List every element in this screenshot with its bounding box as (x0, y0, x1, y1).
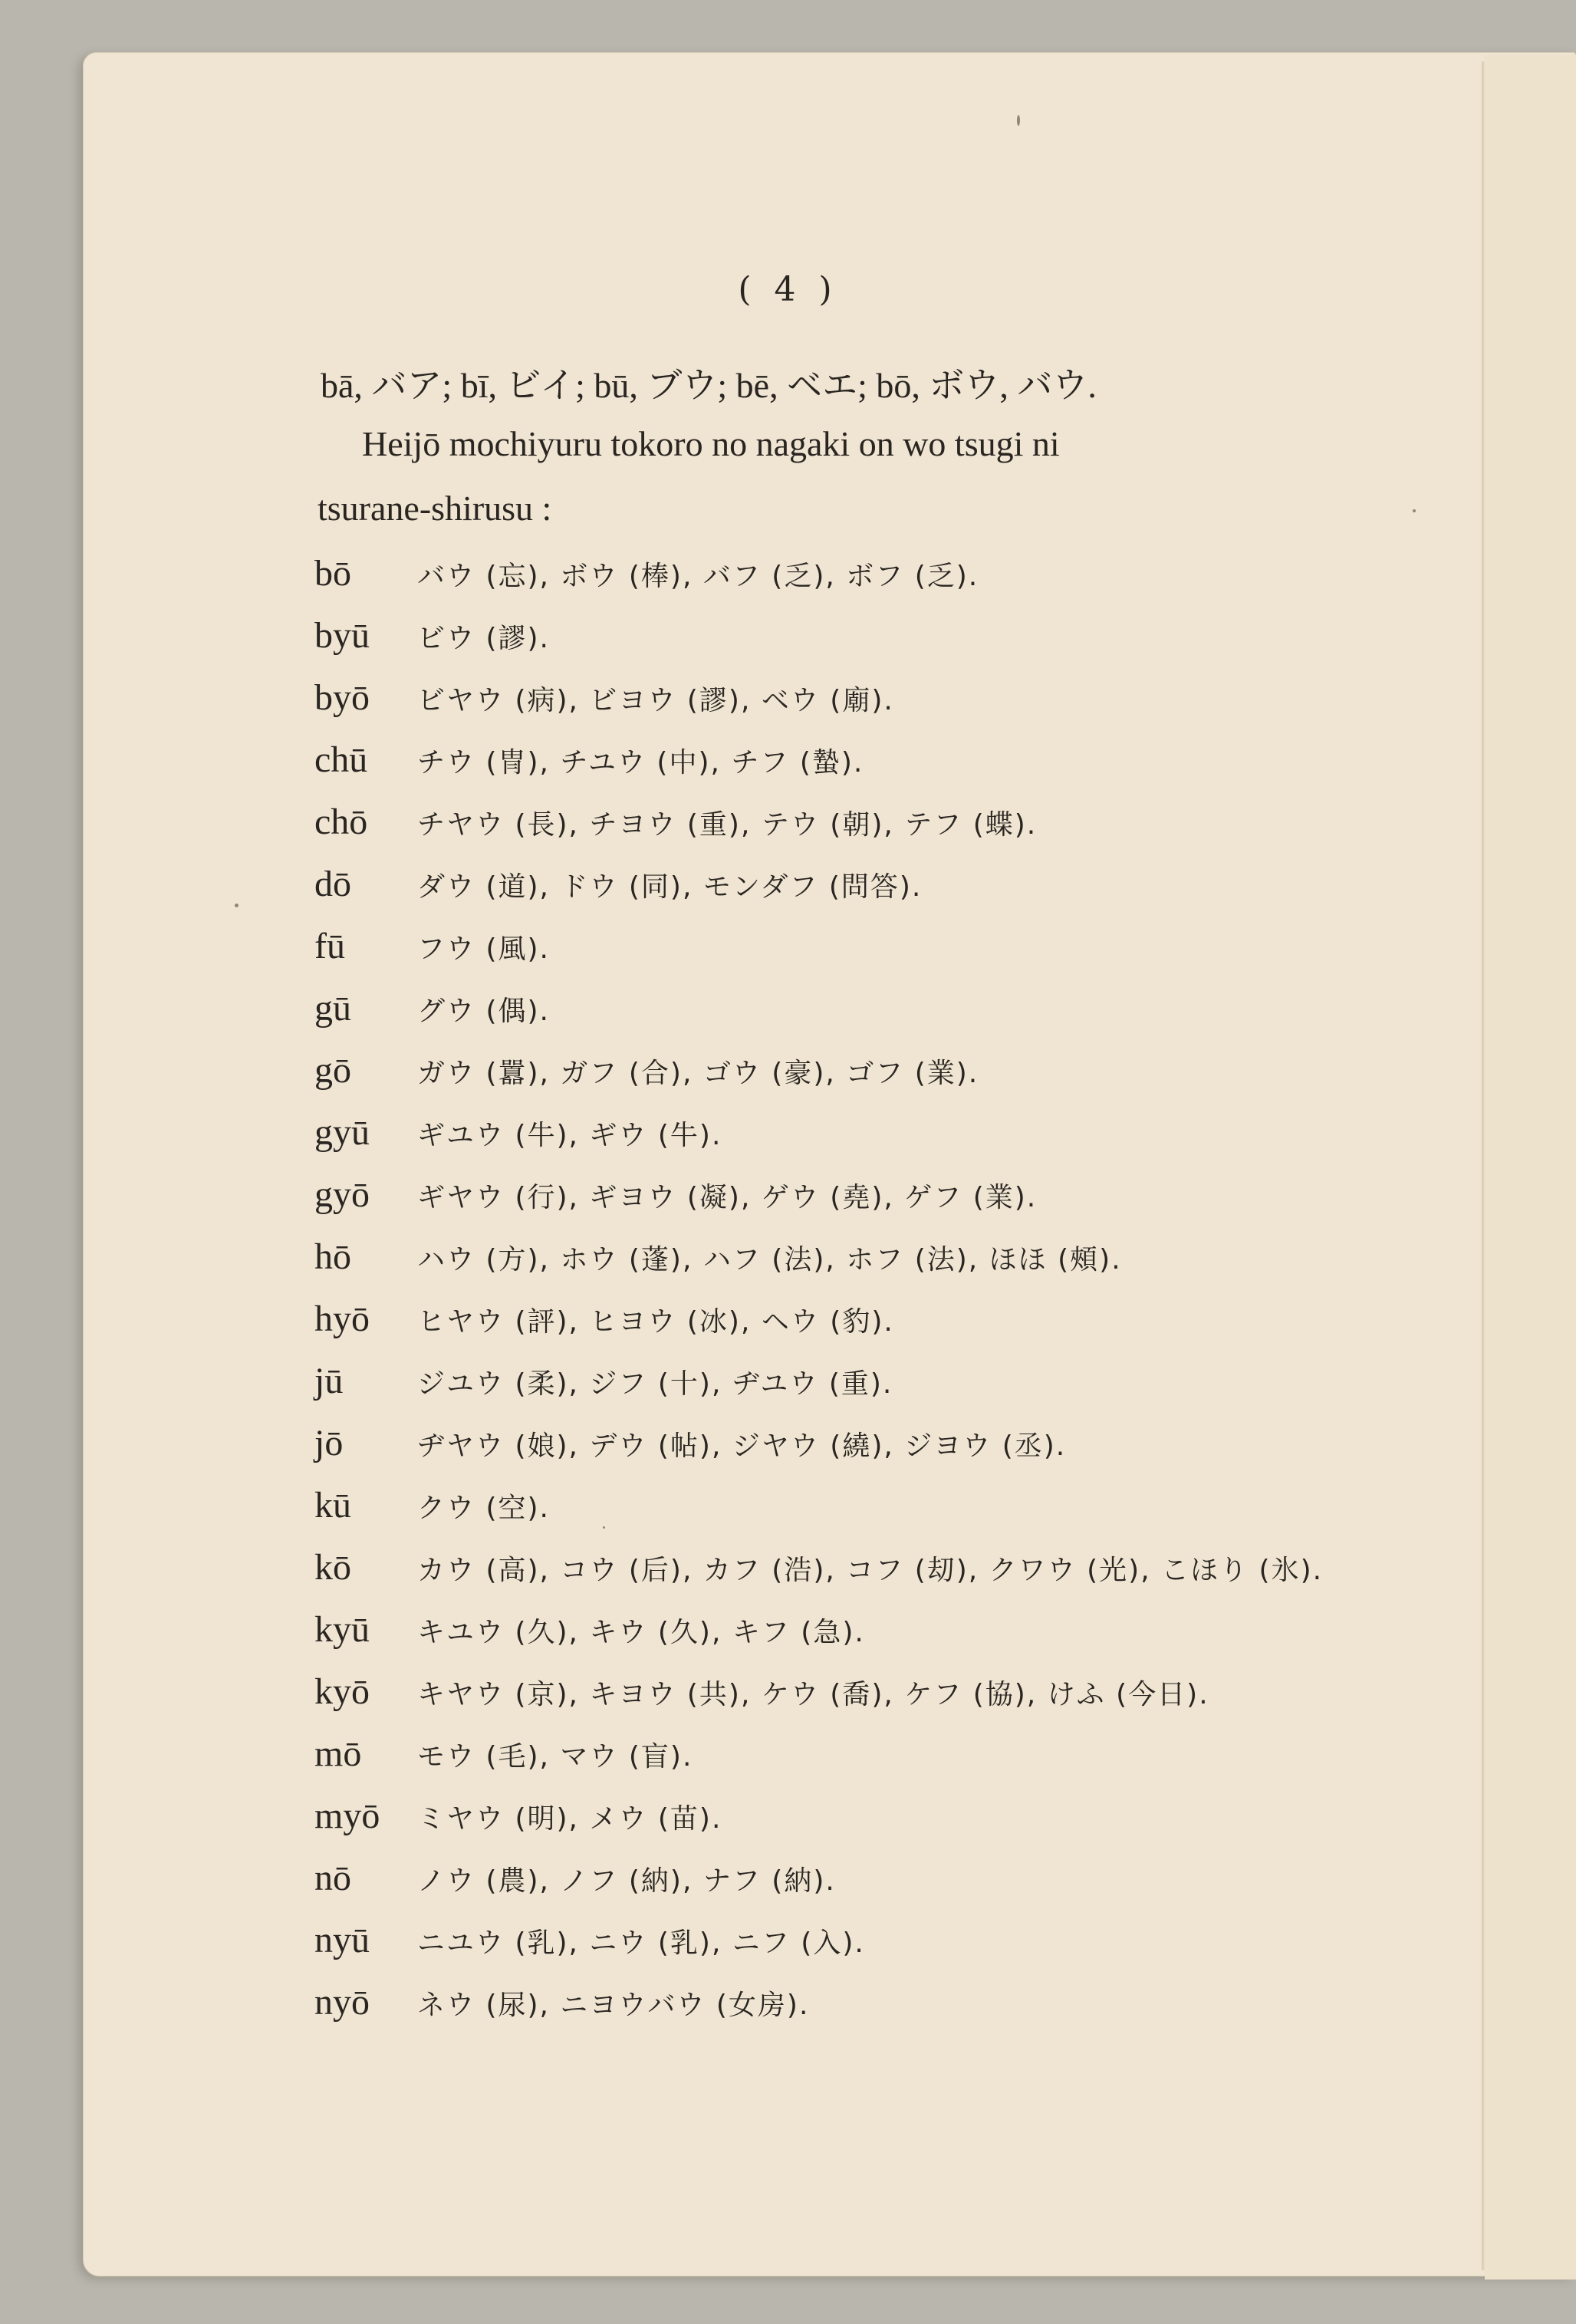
syllable-entry (314, 925, 1388, 987)
syllable-romaji: chū (314, 739, 368, 780)
syllable-entry (314, 1919, 1388, 1981)
page-number: ( 4 ) (738, 270, 838, 309)
syllable-romaji: gyū (314, 1112, 370, 1153)
syllable-entry (314, 614, 1388, 676)
kana-spellings: ギヤウ (行), ギヨウ (凝), ゲウ (堯), ゲフ (業). (417, 1182, 1038, 1213)
kana-spellings: ダウ (道), ドウ (同), モンダフ (問答). (417, 871, 923, 903)
kana-spellings: モウ (毛), マウ (盲). (417, 1741, 693, 1773)
kana-spellings: ネウ (尿), ニヨウバウ (女房). (417, 1990, 810, 2021)
kana-spellings: ヂヤウ (娘), デウ (帖), ジヤウ (繞), ジヨウ (丞). (417, 1430, 1067, 1462)
syllable-romaji: gyō (314, 1174, 370, 1215)
kana-spellings: バウ (忘), ボウ (棒), バフ (乏), ボフ (乏). (417, 561, 979, 592)
syllable-entry (314, 1546, 1388, 1608)
syllable-romaji: mō (314, 1733, 362, 1774)
kana-spellings: ハウ (方), ホウ (蓬), ハフ (法), ホフ (法), ほほ (頰). (417, 1244, 1122, 1276)
syllable-entry (314, 1111, 1388, 1174)
syllable-entry (314, 1422, 1388, 1484)
syllable-romaji: jū (314, 1361, 344, 1401)
syllable-entry (314, 1981, 1388, 2043)
syllable-entry (314, 1671, 1388, 1733)
kana-spellings: ニユウ (乳), ニウ (乳), ニフ (入). (417, 1927, 865, 1959)
syllable-entry (314, 1608, 1388, 1671)
syllable-romaji: nō (314, 1858, 351, 1898)
syllable-romaji: nyū (314, 1920, 370, 1960)
syllable-list (314, 552, 1388, 2043)
syllable-romaji: hō (314, 1236, 351, 1277)
syllable-entry (314, 1857, 1388, 1919)
paper-speck (1413, 509, 1416, 512)
syllable-romaji: nyō (314, 1982, 370, 2023)
facing-page-edge (1485, 55, 1576, 2280)
paper-speck (1017, 115, 1020, 126)
syllable-romaji: jō (314, 1423, 344, 1463)
syllable-entry (314, 552, 1388, 614)
syllable-romaji: dō (314, 864, 351, 904)
kana-spellings: ジユウ (柔), ジフ (十), ヂユウ (重). (417, 1368, 893, 1400)
syllable-romaji: kyū (314, 1609, 370, 1650)
syllable-romaji: byō (314, 677, 370, 718)
syllable-romaji: byū (314, 615, 370, 656)
syllable-romaji: kū (314, 1485, 351, 1526)
syllable-entry (314, 739, 1388, 801)
syllable-entry (314, 987, 1388, 1049)
kana-spellings: ミヤウ (明), メウ (苗). (417, 1803, 722, 1835)
syllable-entry (314, 676, 1388, 739)
syllable-entry (314, 1733, 1388, 1795)
syllable-entry (314, 1484, 1388, 1546)
kana-spellings: キヤウ (京), キヨウ (共), ケウ (喬), ケフ (協), けふ (今日). (417, 1679, 1209, 1710)
syllable-romaji: myō (314, 1796, 380, 1836)
kana-spellings: ヒヤウ (評), ヒヨウ (冰), ヘウ (豹). (417, 1306, 894, 1338)
syllable-romaji: hyō (314, 1299, 370, 1339)
kana-spellings: フウ (風). (417, 933, 550, 965)
kana-spellings: カウ (高), コウ (后), カフ (浩), コフ (刧), クワウ (光), こほり (氷). (417, 1555, 1324, 1586)
syllable-romaji: fū (314, 926, 345, 966)
kana-spellings: ガウ (囂), ガフ (合), ゴウ (豪), ゴフ (業). (417, 1058, 979, 1089)
syllable-romaji: kō (314, 1547, 351, 1588)
intro-text-line-2: tsurane-shirusu : (318, 489, 552, 528)
kana-spellings: ギユウ (牛), ギウ (牛). (417, 1120, 722, 1151)
syllable-romaji: gō (314, 1050, 351, 1091)
kana-spellings: キユウ (久), キウ (久), キフ (急). (417, 1617, 865, 1648)
kana-spellings: チウ (冑), チユウ (中), チフ (蟄). (417, 747, 864, 779)
syllable-entry (314, 1049, 1388, 1111)
kana-spellings: チヤウ (長), チヨウ (重), テウ (朝), テフ (蝶). (417, 809, 1038, 841)
syllable-entry (314, 1174, 1388, 1236)
intro-text-line-1: Heijō mochiyuru tokoro no nagaki on wo tsugi ni (362, 424, 1060, 463)
paper-speck (235, 904, 239, 907)
syllable-romaji: gū (314, 988, 351, 1029)
syllable-entry (314, 801, 1388, 863)
syllable-entry (314, 863, 1388, 925)
syllable-entry (314, 1236, 1388, 1298)
vowel-length-line: bā, バア; bī, ビイ; bū, ブウ; bē, ベエ; bō, ボウ, バウ. (321, 366, 1097, 405)
syllable-entry (314, 1795, 1388, 1857)
kana-spellings: グウ (偶). (417, 996, 550, 1027)
kana-spellings: クウ (空). (417, 1493, 550, 1524)
syllable-romaji: chō (314, 802, 368, 842)
kana-spellings: ビヤウ (病), ビヨウ (謬), ベウ (廟). (417, 685, 894, 716)
syllable-romaji: kyō (314, 1671, 370, 1712)
syllable-romaji: bō (314, 553, 351, 594)
syllable-entry (314, 1360, 1388, 1422)
kana-spellings: ビウ (謬). (417, 623, 550, 654)
kana-spellings: ノウ (農), ノフ (納), ナフ (納). (417, 1865, 836, 1897)
syllable-entry (314, 1298, 1388, 1360)
